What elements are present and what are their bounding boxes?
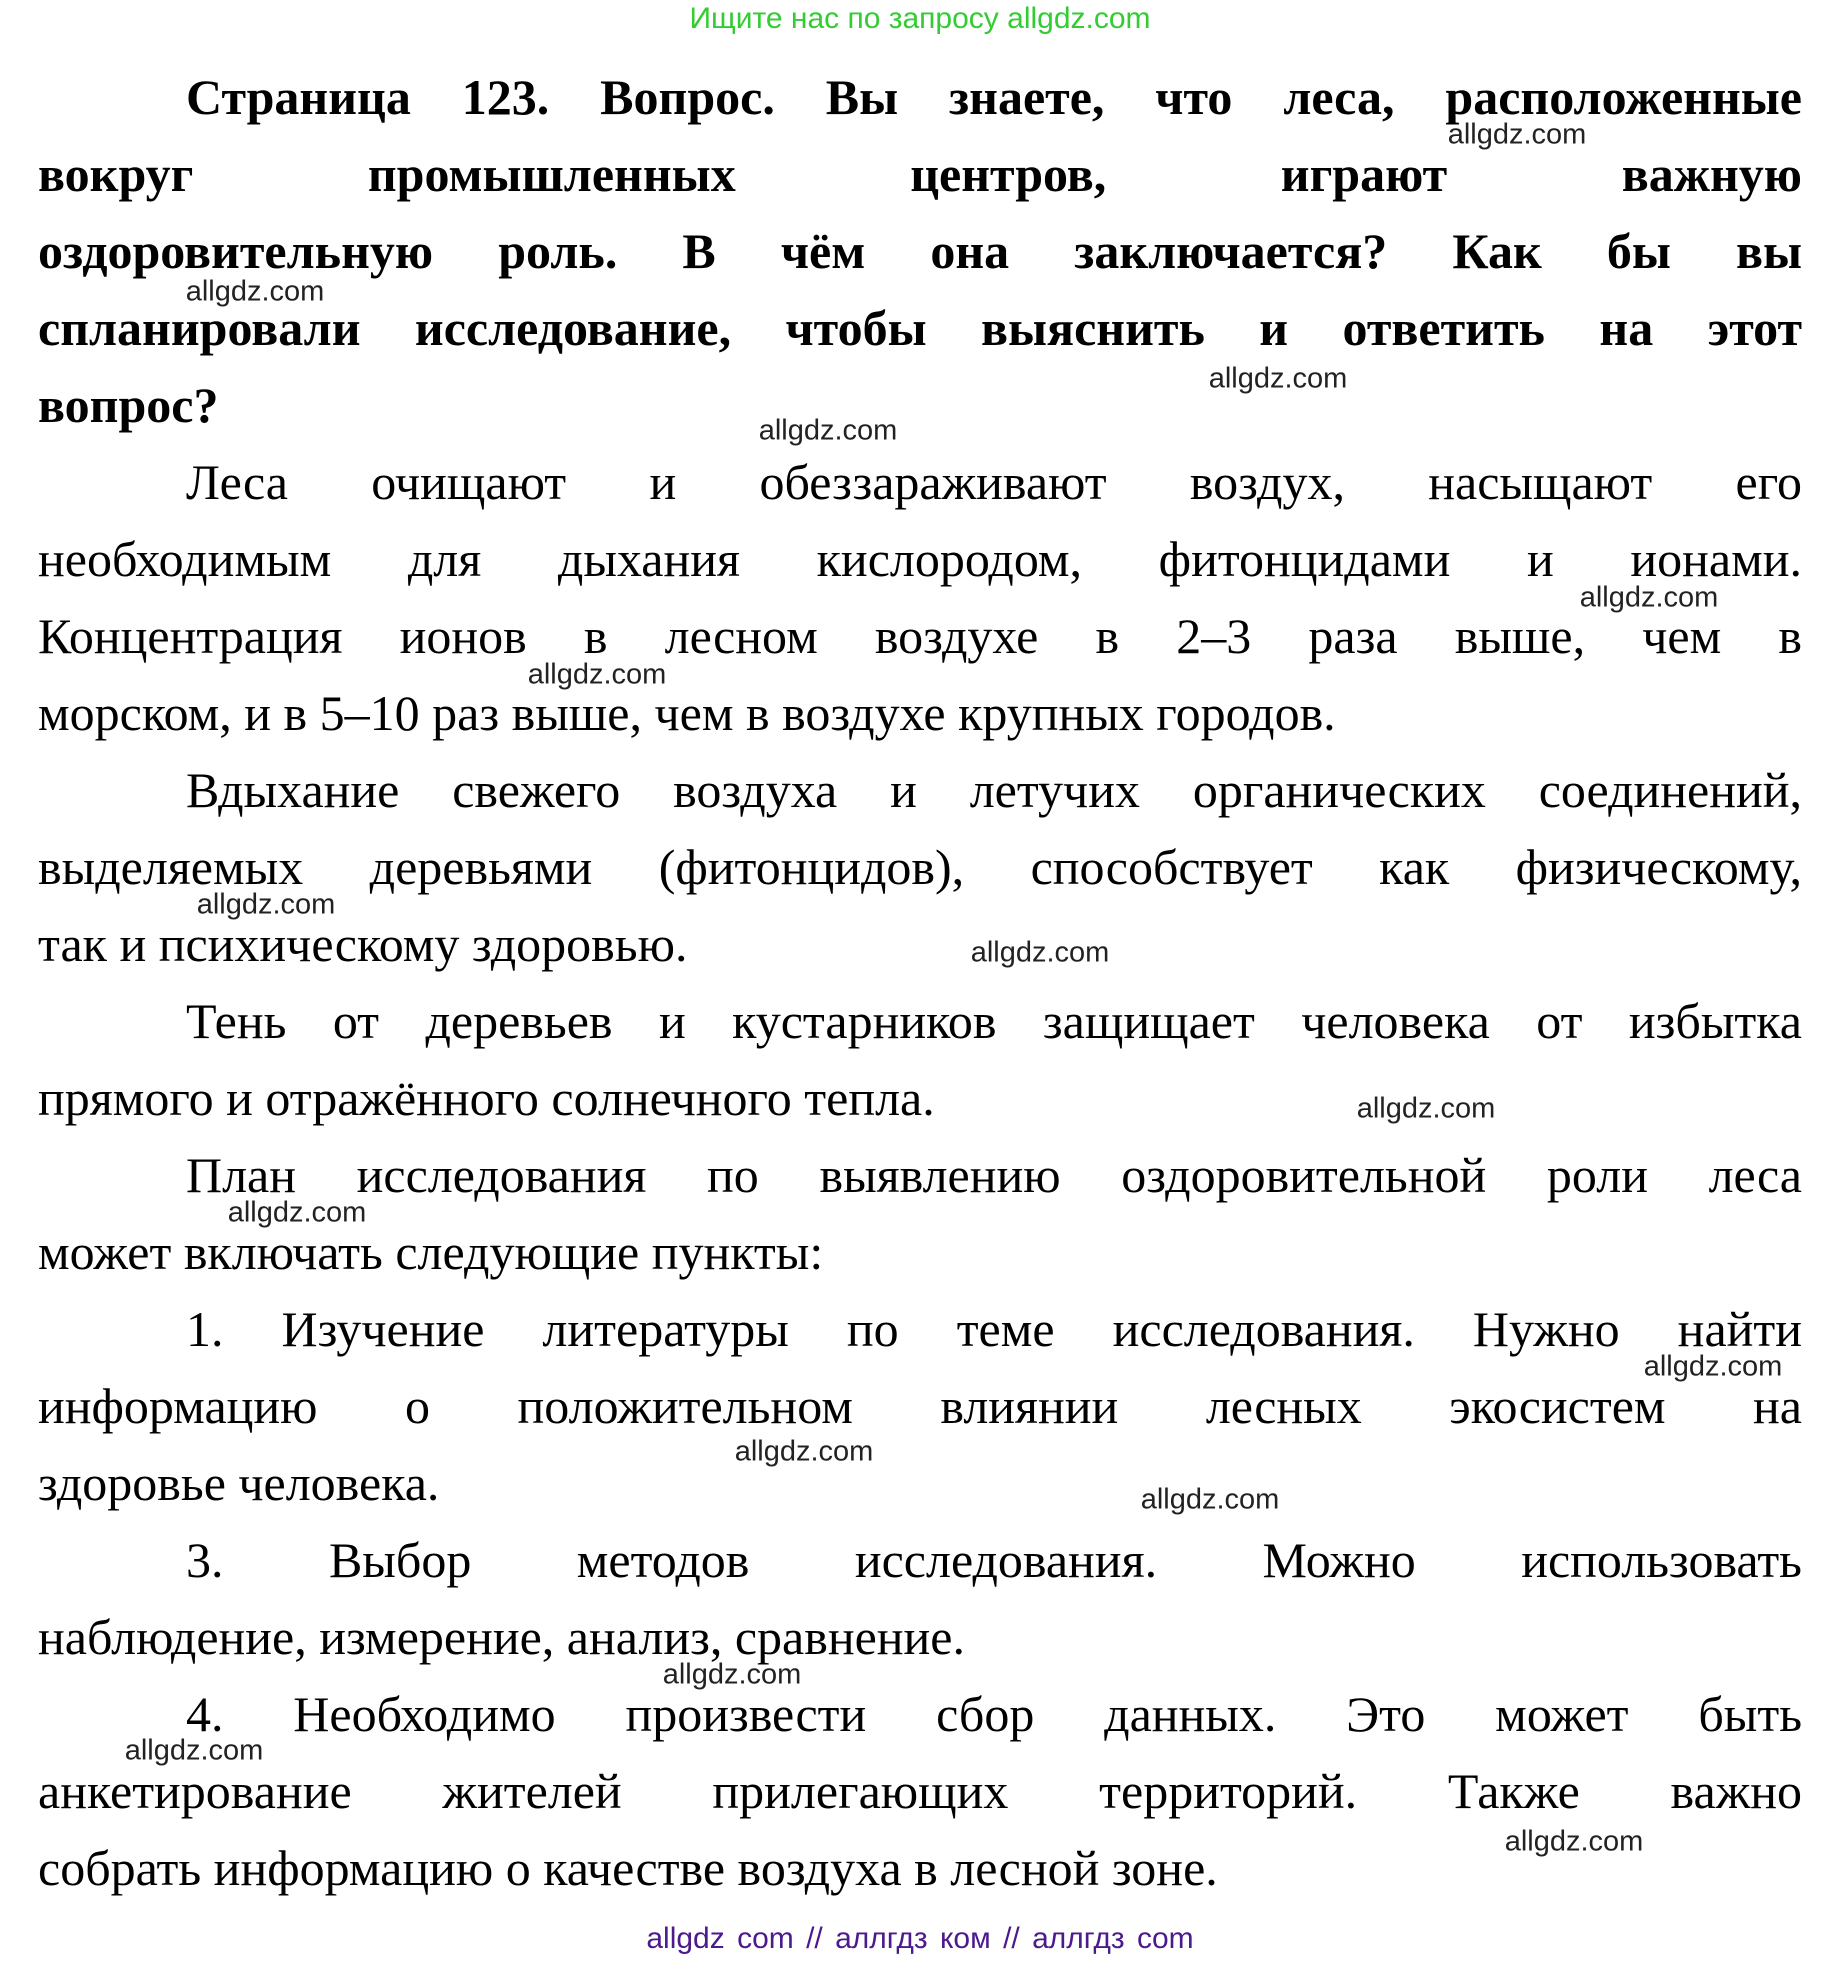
watermark: allgdz.com: [1579, 581, 1719, 614]
text-line: информацию о положительном влиянии лесных экосистем на: [38, 1378, 1802, 1434]
question-line: вокруг промышленных центров, играют важную: [38, 146, 1802, 202]
watermark: allgdz.com: [1643, 1350, 1783, 1383]
paragraph: [38, 444, 1802, 752]
text-line: Вдыхание свежего воздуха и летучих органических соединений,: [186, 762, 1802, 818]
text-line: прямого и отражённого солнечного тепла.: [38, 1070, 935, 1126]
list-item: [38, 1291, 1802, 1522]
watermark: allgdz.com: [734, 1435, 874, 1468]
watermark: allgdz.com: [1504, 1825, 1644, 1858]
text-line: Леса очищают и обеззараживают воздух, насыщают его: [186, 454, 1802, 510]
watermark: allgdz.com: [527, 658, 667, 691]
text-line: Концентрация ионов в лесном воздухе в 2–3 раза выше, чем в: [38, 608, 1802, 664]
text-line: так и психическому здоровью.: [38, 916, 688, 972]
question-heading: [38, 59, 1802, 444]
question-line: вопрос?: [38, 377, 219, 433]
question-line: Страница 123. Вопрос. Вы знаете, что леса, расположенные: [186, 69, 1802, 125]
watermark: allgdz.com: [758, 414, 898, 447]
watermark: allgdz.com: [227, 1196, 367, 1229]
watermark: allgdz.com: [1356, 1092, 1496, 1125]
watermark: allgdz.com: [1140, 1483, 1280, 1516]
watermark: allgdz.com: [662, 1658, 802, 1691]
watermark: allgdz.com: [970, 936, 1110, 969]
watermark: allgdz.com: [196, 888, 336, 921]
text-line: 3. Выбор методов исследования. Можно использовать: [186, 1532, 1802, 1588]
list-item: [38, 1676, 1802, 1907]
document-body: [38, 59, 1802, 1907]
text-line: 1. Изучение литературы по теме исследования. Нужно найти: [186, 1301, 1802, 1357]
text-line: собрать информацию о качестве воздуха в лесной зоне.: [38, 1840, 1218, 1896]
text-line: Тень от деревьев и кустарников защищает человека от избытка: [186, 993, 1802, 1049]
text-line: может включать следующие пункты:: [38, 1224, 824, 1280]
text-line: необходимым для дыхания кислородом, фитонцидами и ионами.: [38, 531, 1802, 587]
paragraph: [38, 983, 1802, 1137]
text-line: наблюдение, измерение, анализ, сравнение.: [38, 1609, 965, 1665]
text-line: морском, и в 5–10 раз выше, чем в воздухе крупных городов.: [38, 685, 1336, 741]
list-item: [38, 1522, 1802, 1676]
text-line: выделяемых деревьями (фитонцидов), способствует как физическому,: [38, 839, 1802, 895]
watermark: allgdz.com: [124, 1734, 264, 1767]
question-line: оздоровительную роль. В чём она заключается? Как бы вы: [38, 223, 1802, 279]
text-line: анкетирование жителей прилегающих территорий. Также важно: [38, 1763, 1802, 1819]
watermark: allgdz.com: [185, 275, 325, 308]
text-line: 4. Необходимо произвести сбор данных. Это может быть: [186, 1686, 1802, 1742]
text-line: План исследования по выявлению оздоровительной роли леса: [186, 1147, 1802, 1203]
footer-watermark: allgdz com // аллгдз ком // аллгдз com: [646, 1922, 1194, 1955]
question-line: спланировали исследование, чтобы выяснить и ответить на этот: [38, 300, 1802, 356]
paragraph: [38, 752, 1802, 983]
search-banner: Ищите нас по запросу allgdz.com: [689, 2, 1151, 35]
watermark: allgdz.com: [1447, 118, 1587, 151]
watermark: allgdz.com: [1208, 362, 1348, 395]
text-line: здоровье человека.: [38, 1455, 440, 1511]
